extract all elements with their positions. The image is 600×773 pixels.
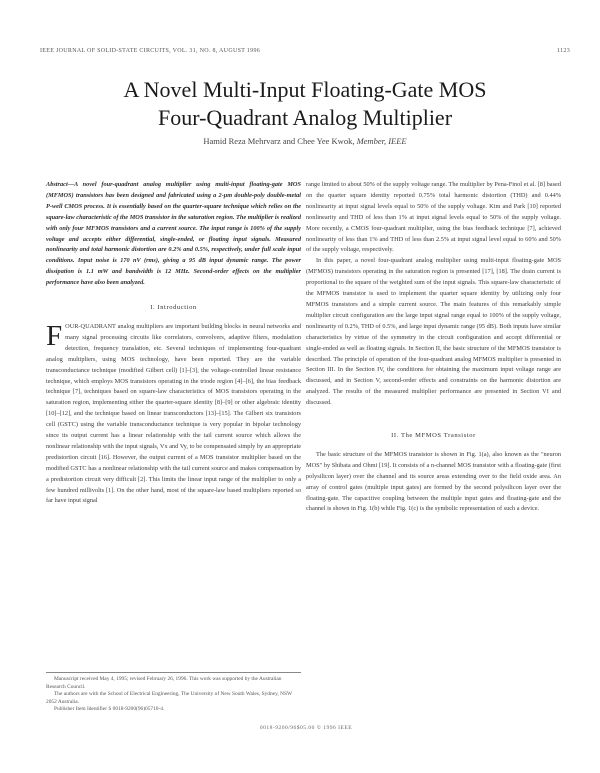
abstract: Abstract—A novel four-quadrant analog multiplier using multi-input floating-gate MOS (MFMOS) transistors has been designed and fabricated using a 2-μm double-poly double-metal P-well CMOS process. It is essentially based on the quarter-square technique which relies on the square-law characteristic of the MOS transistor in the saturation region. The multiplier is realized with only four MFMOS transistors and a current source. The input range is 100% of the supply voltage and accepts either differential, single-ended, or floating input signals. Measured nonlinearity and total harmonic distortion are 0.2% and 0.5%, respectively, under full scale input conditions. Input noise is 170 nV (rms), giving a 95 dB input dynamic range. The power dissipation is 1.1 mW and bandwidth is 12 MHz. Second-order effects on the multiplier performance have also been analyzed. [46,181,301,287]
footnote-block [46,672,301,714]
drop-cap: F [46,319,63,352]
page-number: 1123 [557,48,570,54]
title-line-1: A Novel Multi-Input Floating-Gate MOS [123,77,487,102]
left-column [46,180,301,507]
right-column [306,180,561,515]
running-header [40,48,570,60]
section-heading-mfmos: II. The MFMOS Transistor [391,432,476,440]
author-names: Hamid Reza Mehrvarz and Chee Yee Kwok, [203,136,355,146]
right-paragraph-3: The basic structure of the MFMOS transistor is shown in Fig. 1(a), also known as the "neuron MOS" by Shibata and Ohmi [19]. It consists of a n-channel MOS transistor with a floating-gate (first polysilicon layer) over the channel and its source areas extending over to the field oxide area. An array of control gates (multiple input gates) are formed by the second polysilicon layer over the floating-gate. The capacitive coupling between the multiple input gates and floating-gate and the channel is shown in Fig. 1(b) while Fig. 1(c) is the symbolic representation of such a device. [306,450,561,513]
intro-text: OUR-QUADRANT analog multipliers are important building blocks in neural networks and many signal processing circuits like correlators, convolvers, adaptive filters, modulation detection, frequency translation, etc. Several techniques of implementing four-quadrant analog multipliers, using MOS technology, have been reported. They are the variable transconductance technique (modified Gilbert cell) [1]–[3], the voltage-controlled linear resistance technique, which employs MOS transistors operating in the triode region [4]–[6], the bias feedback technique [7], techniques based on square-law characteristics of MOS transistors operating in the saturation region, implementing either the quarter-square identity [8]–[9] or other algebraic identity [10]–[12], and the technique based on linear transconductors [13]–[15]. The Gilbert six transistors cell (GSTC) using the variable transconductance technique is very popular in bipolar technology since its output current has a linear relationship with the tail current source which allows the nonlinear relationship with the input signals, Vx and Vy, to be compensated simply by an appropriate predistortion circuit [16]. However, the output current of a MOS transistor multiplier based on the modified GSTC has a nonlinear relationship with the tail current source and makes compensation by a predistortion circuit very difficult [2]. This limits the linear input range of the multiplier to only a few hundred millivolts [1]. On the other hand, most of the square-law based multipliers reported so far have input signal [46,322,301,505]
author-line [40,136,570,146]
right-paragraph-2: In this paper, a novel four-quadrant analog multiplier using multi-input floating-gate MOS (MFMOS) transistors operating in the saturation region is presented [17], [18]. The drain current is proportional to the square of the weighted sum of the input signals. This square-law characteristic of the MFMOS transistor is used to implement the quarter square identity by utilizing only four MFMOS transistors and a simple current source. The main features of this remarkably simple multiplier circuit configuration are the large input signal range equal to 100% of the supply voltage, nonlinearity of 0.2%, THD of 0.5%, and large input dynamic range (95 dB). Both inputs have similar characteristics by virtue of the symmetry in the circuit configuration and accept differential or single-ended as well as floating signals. In Section II, the basic structure of the MFMOS transistor is described. The principle of operation of the four-quadrant analog MFMOS multiplier is presented in Section III. In the Section IV, the conditions for obtaining the maximum input voltage range are discussed, and in Section V, second-order effects and constraints on the harmonic distortion are analyzed. The results of the measured multiplier performance are presented in Section VI and discussed. [306,257,561,407]
section-heading-introduction: I. Introduction [150,304,197,312]
journal-name: IEEE JOURNAL OF SOLID-STATE CIRCUITS, VOL. 31, NO. 8, AUGUST 1996 [40,48,261,54]
title-line-2: Four-Quadrant Analog Multiplier [157,105,453,130]
copyright-line: 0018-9200/96$05.00 © 1996 IEEE [259,725,353,731]
intro-paragraph [46,319,301,507]
footnote-manuscript: Manuscript received May 4, 1995; revised February 26, 1996. This work was supported by the Australian Research Council. [46,676,282,690]
footnote-affiliation: The authors are with the School of Electrical Engineering, The University of New South Wales, Sydney, NSW 2052 Australia. [46,691,292,705]
paper-title [40,76,570,132]
author-membership: Member, IEEE [356,136,407,146]
right-paragraph-1: range limited to about 50% of the supply voltage range. The multiplier by Pena-Finol et al. [8] based on the quarter square identity reported 0.75% total harmonic distortion (THD) and 0.44% nonlinearity at input signal levels equal to 50% of the supply voltage. Kim and Park [10] reported nonlinearity and THD of less than 1% at input signal levels equal to 50% of the supply voltage. More recently, a CMOS four-quadrant multiplier, using the bias feedback technique [7], achieved nonlinearity of less than 1% and THD of less than 2.5% at input signal level equal to 60% and 50% of the supply voltage, respectively. [306,181,561,254]
footnote-publisher-id: Publisher Item Identifier S 0018-9200(96)05710-4. [54,706,165,713]
